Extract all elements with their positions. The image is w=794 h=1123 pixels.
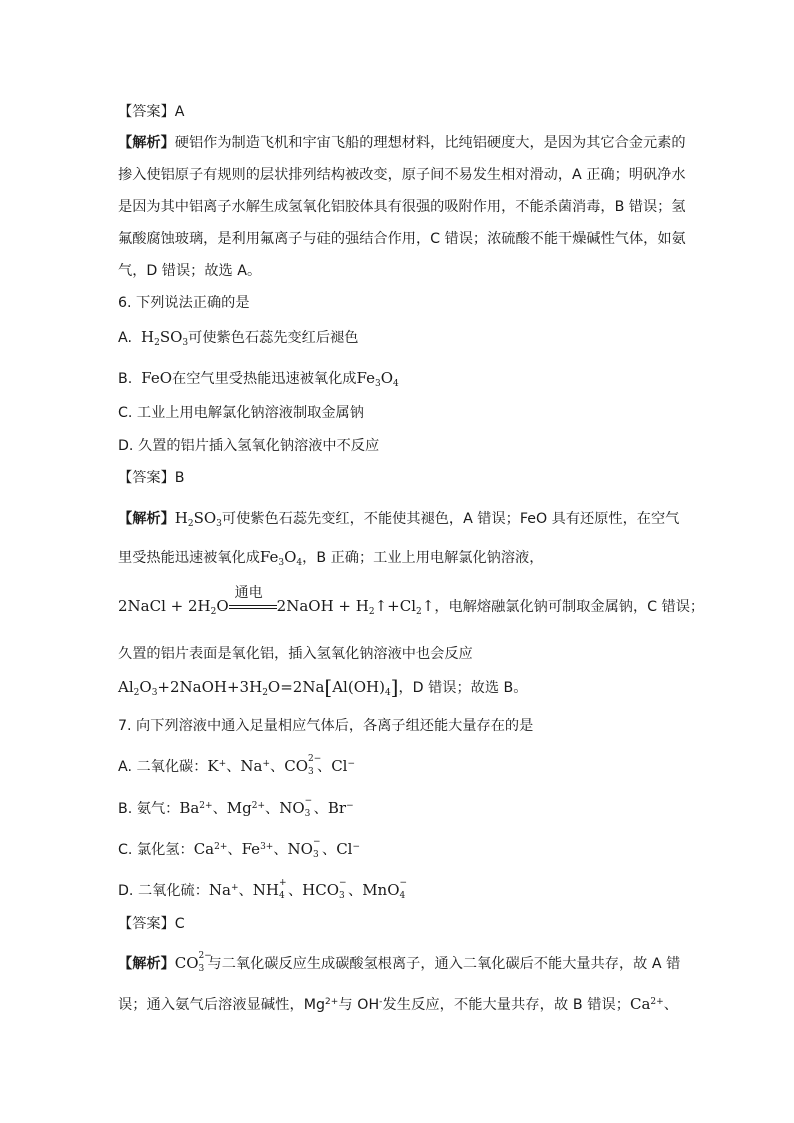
answer-value: A (174, 104, 185, 120)
q5-analysis-line-4 (118, 229, 686, 249)
q6-option-c (118, 403, 364, 423)
option-label: D. 二氧化硫： (118, 883, 209, 899)
q6-equation-2 (118, 677, 527, 703)
answer-tag: 【答案】 (118, 916, 175, 932)
q5-analysis-line-3 (118, 197, 686, 217)
q7-option-c: C. 氯化氢：$Ca^{2+}$、$Fe^{3+}$、NO − 3 、Cl− (118, 837, 361, 860)
analysis-text: 与 OH (338, 997, 380, 1013)
q6-analysis-line-1 (118, 508, 678, 534)
formula: $Fe_3O_4$ (259, 548, 303, 568)
option-text: C. 工业上用电解氯化钠溶液制取金属钠 (118, 405, 364, 421)
analysis-text: 硬铝作为制造飞机和宇宙飞船的理想材料，比纯铝硬度大，是因为其它合金元素的 (174, 135, 686, 151)
formula: $Fe_3O_4$ (356, 369, 399, 389)
q6-analysis-line-3 (118, 644, 473, 664)
option-text: D. 久置的铝片插入氢氧化钠溶液中不反应 (118, 438, 380, 454)
analysis-text: 气，D 错误；故选 A。 (118, 263, 262, 279)
analysis-text: 发生反应，不能大量共存，故 B 错误； (382, 997, 630, 1013)
analysis-text: ，D 错误；故选 B。 (398, 680, 528, 696)
analysis-tag: 【解析】 (118, 511, 175, 527)
q7-analysis-line-1 (118, 951, 681, 974)
analysis-text: 里受热能迅速被氧化成 (118, 550, 260, 566)
option-label: A. (118, 330, 132, 346)
q7-option-b: B. 氨气：$Ba^{2+}$、$Mg^{2+}$、NO − 3 、Br− (118, 796, 354, 819)
question-stem: 6. 下列说法正确的是 (118, 295, 250, 311)
ion-list: Na+ (208, 881, 239, 899)
analysis-text: 氟酸腐蚀玻璃，是利用氟离子与硅的强结合作用，C 错误；浓硫酸不能干燥碱性气体，如氨 (118, 231, 686, 247)
q6-answer (118, 468, 185, 488)
option-text: 可使紫色石蕊先变红后褪色 (188, 330, 359, 346)
q6-option-b (118, 368, 399, 394)
q6-option-d (118, 436, 379, 456)
q6-analysis-line-2 (118, 547, 543, 573)
formula: $H_2SO_3$ (174, 509, 222, 529)
q6-option-a (118, 327, 358, 353)
analysis-text: ，B 正确；工业上用电解氯化钠溶液， (302, 550, 544, 566)
analysis-text: 掺入使铝原子有规则的层状排列结构被改变，原子间不易发生相对滑动，A 正确；明矾净水 (118, 167, 686, 183)
analysis-text: 是因为其中铝离子水解生成氢氧化铝胶体具有很强的吸附作用，不能杀菌消毒，B 错误；氢 (118, 199, 686, 215)
analysis-text: 可使紫色石蕊先变红，不能使其褪色，A 错误；FeO 具有还原性，在空气 (221, 511, 680, 527)
answer-value: B (174, 470, 185, 486)
q6-equation-1 (118, 585, 705, 622)
analysis-tag: 【解析】 (118, 956, 175, 972)
q7-stem (118, 716, 533, 736)
analysis-text: 误；通入氨气后溶液显碱性，Mg (118, 997, 326, 1013)
formula: FeO (141, 369, 173, 387)
analysis-tag: 【解析】 (118, 135, 175, 151)
ion-list: $Ca^{2+}$ (193, 840, 228, 858)
answer-value: C (174, 916, 185, 932)
option-label: B. (118, 371, 133, 387)
question-stem: 7. 向下列溶液中通入足量相应气体后，各离子组还能大量存在的是 (118, 718, 534, 734)
equation: 2NaCl + $2H_2O$ 通电 2NaOH + $H_2↑+Cl_2↑$ (118, 585, 435, 617)
option-label: A. 二氧化碳： (118, 759, 208, 775)
q7-answer (118, 914, 185, 934)
answer-tag: 【答案】 (118, 470, 175, 486)
option-text: 在空气里受热能迅速被氧化成 (172, 371, 357, 387)
q5-analysis-line-5 (118, 261, 261, 281)
equation: $Al_2O_3+2NaOH+3H_2O=2Na[Al(OH)_4]$ (118, 675, 399, 699)
q5-analysis-line-2 (118, 165, 686, 185)
q7-option-d: D. 二氧化硫：Na+、NH + 4 、HCO − 3 、MnO − 4 (118, 878, 408, 901)
formula: CO 2− 3 (174, 951, 212, 974)
ion-list: K+ (207, 757, 227, 775)
q7-option-a: A. 二氧化碳：K+、Na+、CO 2− 3 、Cl− (118, 754, 356, 777)
answer-tag: 【答案】 (118, 104, 175, 120)
analysis-text: 与二氧化碳反应生成碳酸氢根离子，通入二氧化碳后不能大量共存，故 A 错 (207, 956, 681, 972)
q7-analysis-line-2: 误；通入氨气后溶液显碱性，$Mg^{2+}$与 OH-发生反应，不能大量共存，故 B 错误；$Ca^{2+}$、 (118, 995, 678, 1013)
analysis-text: 久置的铝片表面是氧化铝，插入氢氧化钠溶液中也会反应 (118, 646, 473, 662)
formula: $Ca^{2+}$ (629, 995, 664, 1013)
option-label: C. 氯化氢： (118, 842, 194, 858)
ion-list: $Ba^{2+}$ (179, 799, 213, 817)
analysis-text: ，电解熔融氯化钠可制取金属钠，C 错误； (434, 599, 705, 615)
q5-analysis-line-1 (118, 133, 686, 153)
formula: $H_2SO_3$ (141, 328, 189, 348)
option-label: B. 氨气： (118, 801, 180, 817)
q5-answer (118, 102, 184, 122)
q6-stem (118, 293, 250, 313)
reaction-condition: 通电 (229, 597, 277, 617)
